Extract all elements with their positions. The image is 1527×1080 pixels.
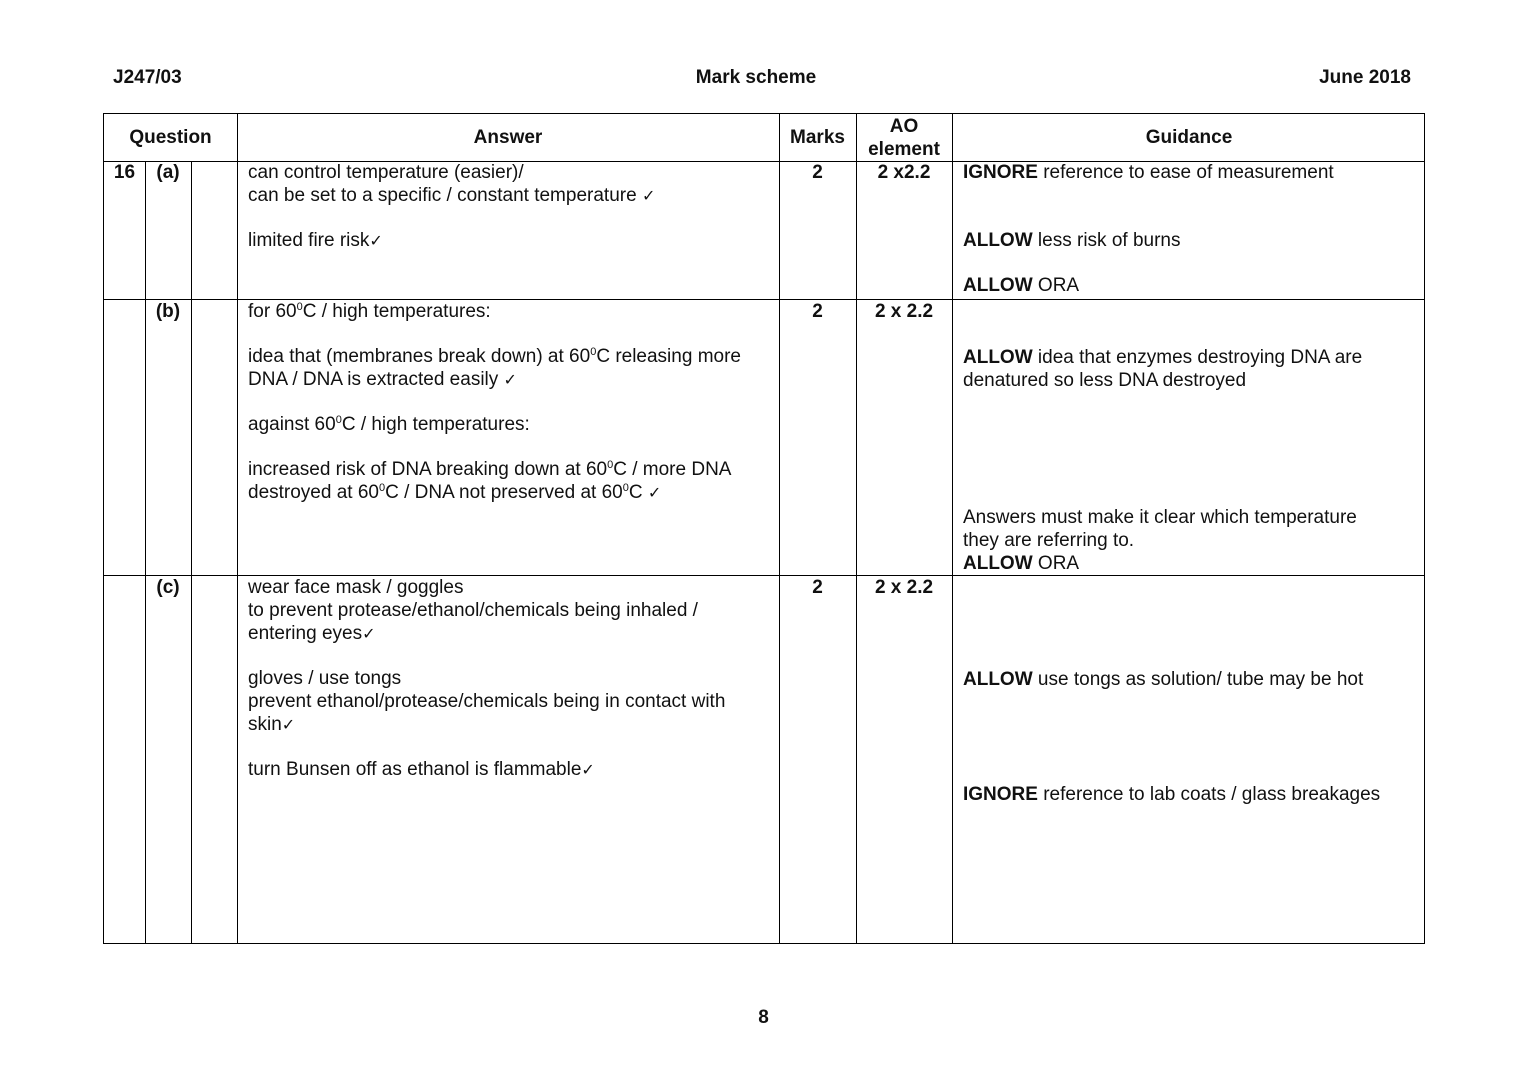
degree-mark: 0 — [296, 301, 303, 313]
header-ao-element — [856, 115, 952, 161]
answer-text: C / high temperatures: — [302, 301, 491, 322]
guidance-b — [963, 346, 1423, 392]
degree-mark: 0 — [378, 482, 386, 494]
guidance-a — [963, 161, 1423, 297]
degree-mark: 0 — [590, 346, 597, 358]
divider — [856, 114, 857, 943]
guidance-line — [963, 668, 1423, 691]
page-number: 8 — [758, 1007, 769, 1028]
answer-text: C / DNA not preserved at 60 — [385, 482, 623, 503]
answer-text: C / more DNA — [613, 459, 732, 480]
header-ao-line1: AO — [889, 116, 919, 137]
tick-icon: ✓ — [281, 715, 296, 734]
guidance-keyword: ALLOW — [963, 347, 1033, 368]
guidance-text: use tongs as solution/ tube may be hot — [1032, 669, 1364, 690]
guidance-c-ignore — [963, 783, 1423, 806]
answer-line — [248, 413, 773, 436]
marks-a: 2 — [812, 162, 823, 183]
answer-c — [248, 576, 773, 781]
part-label-b: (b) — [155, 301, 181, 322]
answer-c-point2 — [248, 667, 773, 736]
answer-line — [248, 481, 773, 504]
guidance-b-note — [963, 506, 1423, 575]
divider — [237, 114, 238, 943]
answer-a-point1 — [248, 161, 773, 207]
ao-a: 2 x2.2 — [877, 162, 931, 183]
guidance-line: denatured so less DNA destroyed — [963, 370, 1247, 391]
ao-b: 2 x 2.2 — [874, 301, 934, 322]
guidance-text: reference to lab coats / glass breakages — [1037, 784, 1381, 805]
marks-c: 2 — [812, 577, 823, 598]
guidance-keyword: ALLOW — [963, 669, 1033, 690]
degree-mark: 0 — [335, 414, 342, 426]
answer-line — [248, 368, 773, 391]
guidance-text: ORA — [1032, 553, 1080, 574]
guidance-line — [963, 229, 1423, 252]
tick-icon: ✓ — [581, 760, 595, 779]
divider — [191, 161, 192, 943]
question-number: 16 — [113, 162, 136, 183]
answer-b-point1 — [248, 345, 773, 391]
header-guidance: Guidance — [1145, 127, 1233, 148]
guidance-keyword: IGNORE — [963, 784, 1038, 805]
guidance-line — [963, 783, 1423, 806]
guidance-keyword: ALLOW — [963, 275, 1033, 296]
answer-text: entering eyes — [248, 623, 363, 644]
guidance-line — [963, 274, 1423, 297]
answer-line — [248, 184, 773, 207]
answer-text: against 60 — [248, 414, 336, 435]
tick-icon: ✓ — [641, 186, 656, 205]
answer-line — [248, 713, 773, 736]
tick-icon: ✓ — [503, 370, 517, 389]
tick-icon: ✓ — [647, 483, 662, 502]
answer-text: idea that (membranes break down) at 60 — [248, 346, 591, 367]
guidance-keyword: ALLOW — [963, 230, 1033, 251]
answer-c-point1 — [248, 576, 773, 645]
guidance-line — [963, 346, 1423, 369]
answer-b — [248, 300, 773, 504]
answer-text: can control temperature (easier)/ — [248, 162, 524, 183]
header-marks: Marks — [790, 127, 845, 148]
answer-b-point2 — [248, 458, 773, 504]
ao-c: 2 x 2.2 — [874, 577, 934, 598]
answer-text: prevent ethanol/protease/chemicals being in contact with — [248, 691, 726, 712]
header-question: Question — [129, 127, 212, 148]
guidance-line — [963, 161, 1423, 184]
guidance-line: they are referring to. — [963, 530, 1135, 551]
answer-text: limited fire risk — [248, 230, 370, 251]
guidance-line — [963, 552, 1423, 575]
divider — [952, 114, 953, 943]
answer-a-point2 — [248, 229, 773, 252]
answer-line — [248, 300, 773, 323]
answer-text: DNA / DNA is extracted easily — [248, 369, 504, 390]
guidance-line: Answers must make it clear which temperature — [963, 507, 1357, 528]
guidance-c-allow — [963, 668, 1423, 691]
answer-text: for 60 — [248, 301, 297, 322]
answer-text: gloves / use tongs — [248, 668, 402, 689]
tick-icon: ✓ — [362, 624, 376, 643]
degree-mark: 0 — [622, 482, 629, 494]
answer-text: skin — [248, 714, 282, 735]
answer-a — [248, 161, 773, 252]
answer-text: can be set to a specific / constant temperature — [248, 185, 642, 206]
answer-c-point3 — [248, 758, 773, 781]
answer-text: destroyed at 60 — [248, 482, 379, 503]
answer-line — [248, 458, 773, 481]
answer-text: C — [628, 482, 648, 503]
guidance-text: ORA — [1032, 275, 1080, 296]
answer-text: wear face mask / goggles — [248, 577, 464, 598]
document-title: Mark scheme — [695, 67, 817, 88]
answer-text: C / high temperatures: — [341, 414, 530, 435]
tick-icon: ✓ — [369, 231, 383, 250]
answer-line — [248, 345, 773, 368]
answer-text: C releasing more — [596, 346, 741, 367]
guidance-keyword: ALLOW — [963, 553, 1033, 574]
answer-text: increased risk of DNA breaking down at 60 — [248, 459, 608, 480]
answer-line — [248, 622, 773, 645]
mark-scheme-table — [103, 113, 1425, 944]
part-label-a: (a) — [156, 162, 180, 183]
header-answer: Answer — [473, 127, 543, 148]
part-label-c: (c) — [156, 577, 180, 598]
header-ao-line2: element — [868, 139, 940, 160]
marks-b: 2 — [812, 301, 823, 322]
degree-mark: 0 — [607, 459, 614, 471]
guidance-text: idea that enzymes destroying DNA are — [1032, 347, 1363, 368]
paper-code: J247/03 — [113, 67, 182, 88]
exam-date: June 2018 — [1319, 67, 1411, 88]
guidance-keyword: IGNORE — [963, 162, 1038, 183]
answer-text: to prevent protease/ethanol/chemicals being inhaled / — [248, 600, 698, 621]
guidance-text: less risk of burns — [1032, 230, 1181, 251]
divider — [779, 114, 780, 943]
divider — [145, 161, 146, 943]
answer-text: turn Bunsen off as ethanol is flammable — [248, 759, 582, 780]
guidance-text: reference to ease of measurement — [1037, 162, 1334, 183]
